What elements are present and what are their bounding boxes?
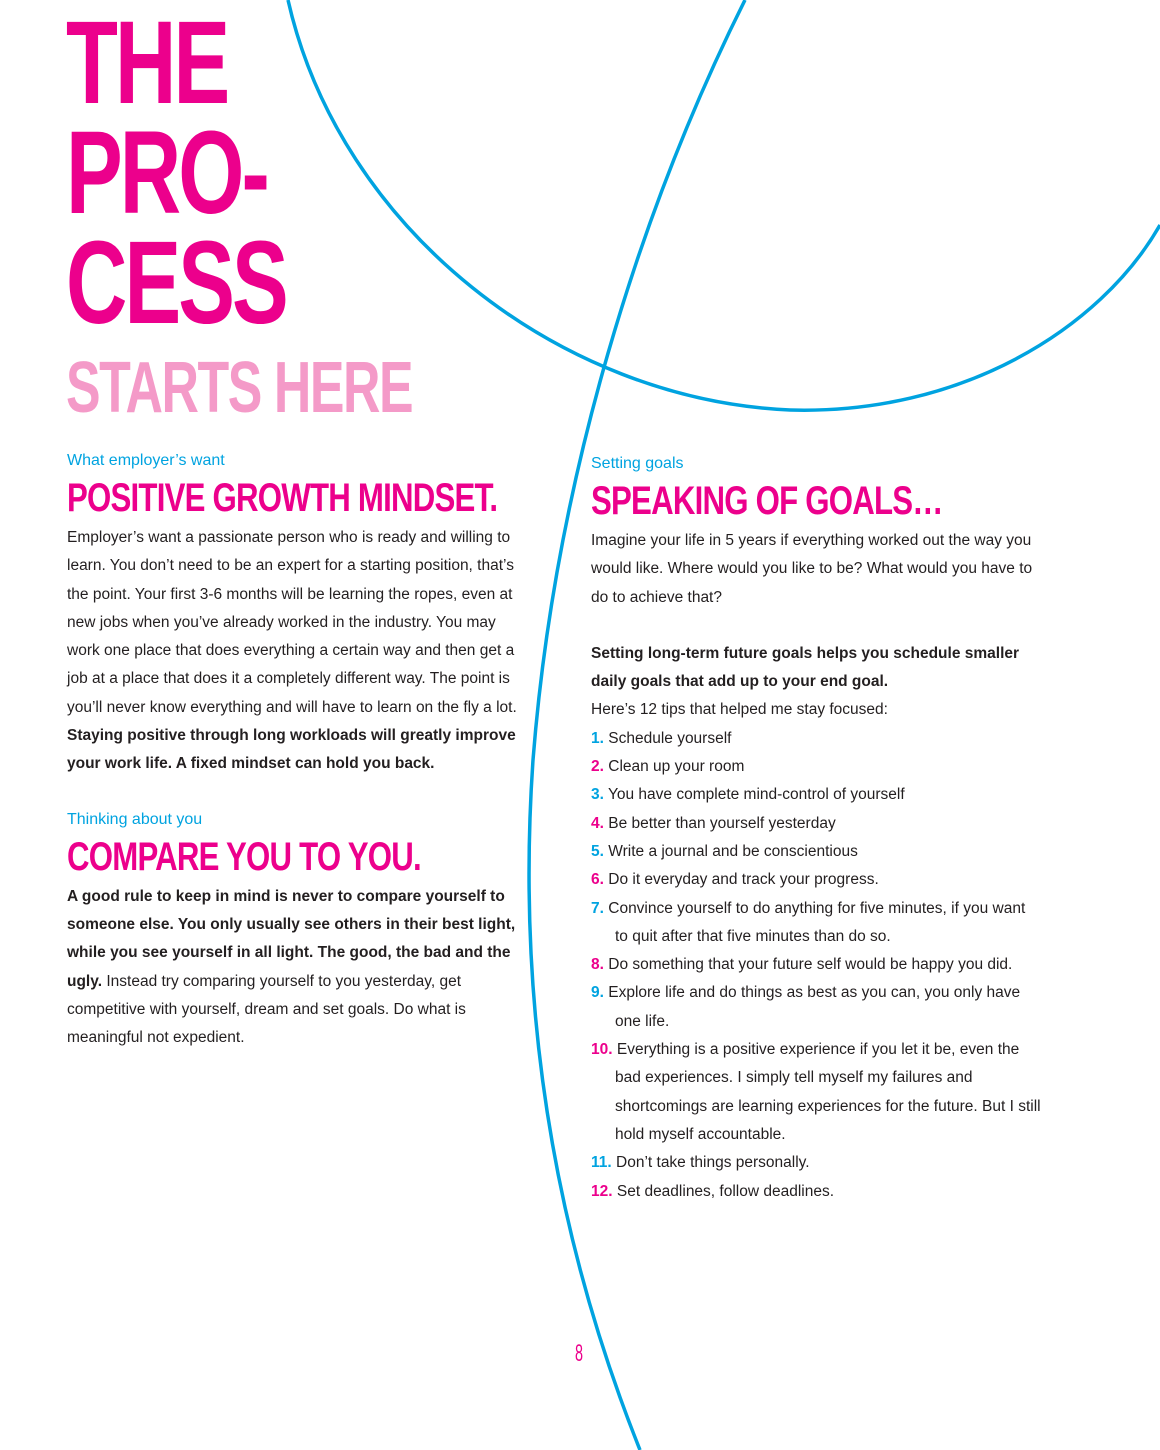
tip-text: Clean up your room	[608, 758, 745, 776]
list-item	[591, 951, 1041, 979]
compare-heading: COMPARE YOU TO YOU.	[67, 834, 421, 879]
tip-text: You have complete mind-control of yourself	[607, 786, 905, 804]
growth-kicker: What employer’s want	[67, 452, 225, 469]
left-column	[67, 450, 517, 1052]
tip-text: Schedule yourself	[608, 729, 732, 747]
compare-body	[67, 883, 517, 1053]
title-subline: STARTS HERE	[66, 348, 413, 428]
list-item	[591, 1149, 1041, 1177]
title-line-1: THE	[66, 0, 228, 129]
title-line-2: PRO-	[66, 107, 267, 239]
tip-text: Set deadlines, follow deadlines.	[616, 1182, 835, 1200]
goals-kicker: Setting goals	[591, 455, 684, 472]
growth-body-plain: Employer’s want a passionate person who is ready and willing to learn. You don’t need to be an expert for a starting position, that’s the point. Your first 3-6 months will be learning the ropes, even at new jobs when you’ve already worked in the industry. You may work one place that does everything a certain way and then get a job at a place that does it a completely different way. The point is you’ll never know everything and will have to learn on the fly a lot.	[67, 529, 517, 716]
arc-upper-circle	[288, 0, 1160, 410]
list-item	[591, 810, 1041, 838]
list-item	[591, 753, 1041, 781]
growth-heading: POSITIVE GROWTH MINDSET.	[67, 476, 498, 520]
tip-number: 5.	[591, 842, 604, 860]
page-number: 8	[575, 1340, 584, 1367]
list-item	[591, 838, 1041, 866]
title-line-3: CESS	[66, 217, 286, 349]
tip-number: 2.	[591, 758, 604, 776]
tip-number: 11.	[591, 1154, 612, 1172]
tip-text: Be better than yourself yesterday	[608, 814, 836, 832]
goals-bold-lead: Setting long-term future goals helps you schedule smaller daily goals that add up to your end goal.	[591, 644, 1020, 691]
tip-text: Convince yourself to do anything for five minutes, if you want to quit after that five minutes than do so.	[608, 899, 1026, 945]
tip-number: 3.	[591, 786, 604, 804]
growth-body-bold: Staying positive through long workloads will greatly improve your work life. A fixed mindset can hold you back.	[67, 727, 516, 773]
spacer	[591, 612, 1041, 640]
compare-kicker: Thinking about you	[67, 810, 203, 828]
tip-number: 6.	[591, 871, 604, 889]
tip-text: Do something that your future self would be happy you did.	[608, 956, 1013, 974]
tip-number: 8.	[591, 956, 604, 974]
tip-number: 1.	[591, 729, 604, 747]
tip-number: 4.	[591, 814, 604, 832]
tips-intro: Here’s 12 tips that helped me stay focused:	[591, 701, 888, 719]
list-item	[591, 1036, 1041, 1149]
tip-number: 10.	[591, 1041, 613, 1059]
list-item	[591, 781, 1041, 809]
tips-list	[591, 725, 1041, 1206]
list-item	[591, 979, 1041, 1036]
tip-number: 9.	[591, 984, 604, 1002]
goals-heading: SPEAKING OF GOALS…	[591, 479, 943, 523]
list-item	[591, 1178, 1041, 1206]
tip-number: 7.	[591, 899, 604, 917]
list-item	[591, 866, 1041, 894]
tip-text: Do it everyday and track your progress.	[608, 871, 879, 889]
tip-text: Don’t take things personally.	[616, 1154, 810, 1172]
tip-text: Write a journal and be conscientious	[608, 842, 858, 860]
growth-body	[67, 524, 517, 779]
list-item	[591, 895, 1041, 952]
compare-body-bold: A good rule to keep in mind is never to compare yourself to someone else. You only usually see others in their best light, while you see yourself in all light. The good, the bad and the ugly.	[67, 887, 516, 990]
list-item	[591, 725, 1041, 753]
goals-intro: Imagine your life in 5 years if everything worked out the way you would like. Where would you like to be? What would you have to do to achieve that?	[591, 532, 1033, 606]
spacer	[67, 779, 517, 809]
compare-body-plain: Instead try comparing yourself to you yesterday, get competitive with yourself, dream and set goals. Do what is meaningful not expedient.	[67, 972, 466, 1047]
tip-text: Explore life and do things as best as you can, you only have one life.	[608, 984, 1021, 1030]
tip-number: 12.	[591, 1182, 613, 1200]
tip-text: Everything is a positive experience if you let it be, even the bad experiences. I simply tell myself my failures and shortcomings are learning experiences for the future. But I still hold myself accountable.	[615, 1041, 1041, 1143]
right-column	[591, 453, 1041, 1206]
